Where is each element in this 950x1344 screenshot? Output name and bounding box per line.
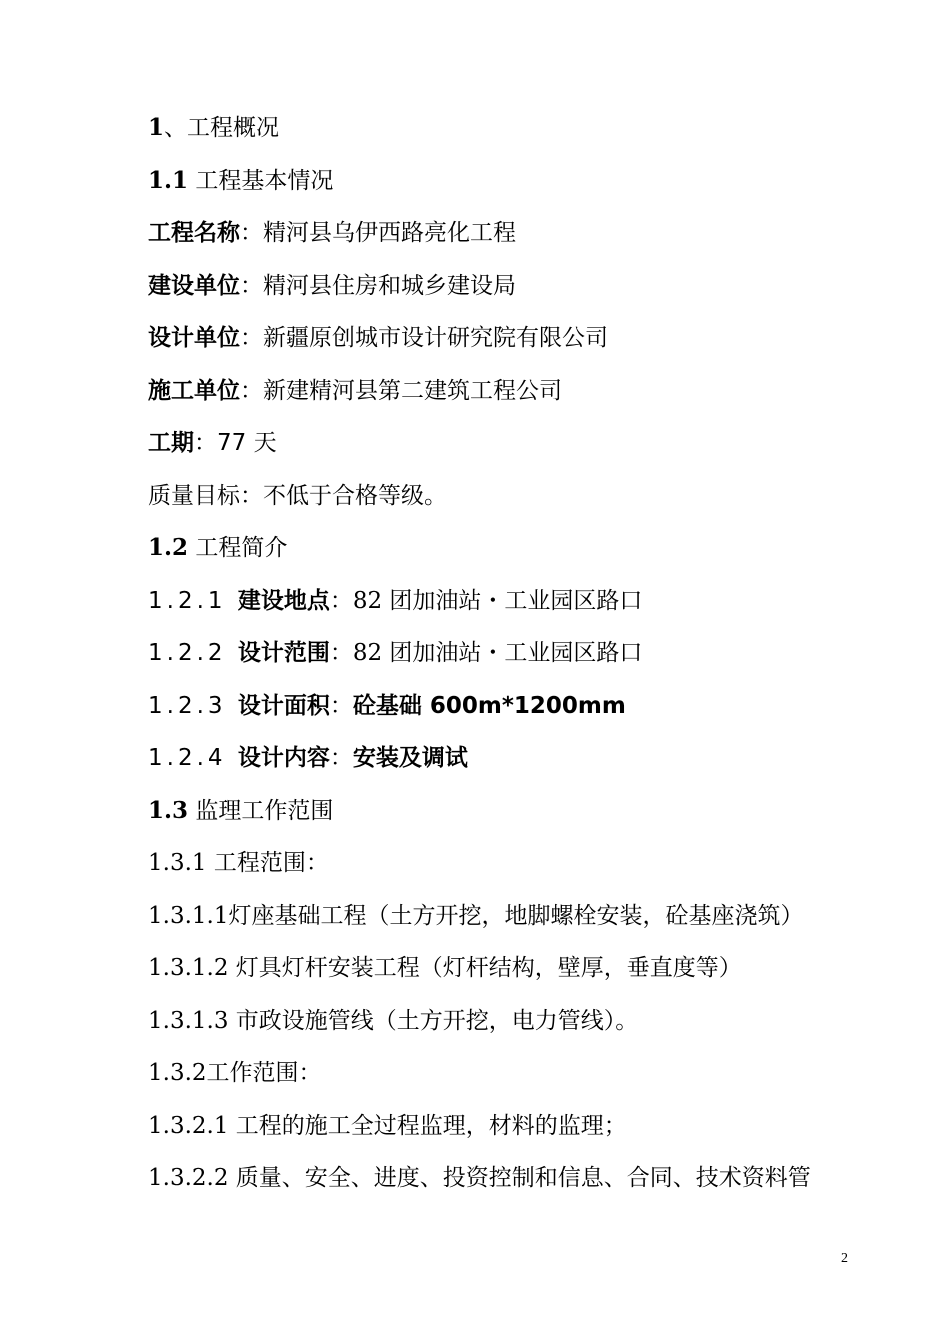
section-title: 工程基本情况 — [188, 168, 334, 194]
owner-line: 建设单位：精河县住房和城乡建设局 — [148, 273, 516, 299]
designer-line: 设计单位：新疆原创城市设计研究院有限公司 — [148, 325, 608, 351]
section-number: 1.2 — [148, 534, 189, 561]
item-1-3-1-3: 1.3.1.3 市政设施管线（土方开挖，电力管线）。 — [148, 1008, 639, 1034]
field-value: 82 团加油站・工业园区路口 — [352, 640, 643, 666]
item-number: 1.2.3 — [148, 693, 238, 719]
section-1-1-heading — [148, 166, 333, 196]
section-1-2-heading — [148, 533, 287, 563]
item-1-3-2-1: 1.3.2.1 工程的施工全过程监理，材料的监理； — [148, 1113, 627, 1139]
field-value: 82 团加油站・工业园区路口 — [352, 588, 643, 614]
section-number: 1.3 — [148, 797, 189, 824]
field-label: 工期 — [148, 430, 194, 456]
section-number: 1.1 — [148, 167, 189, 194]
page-number: 2 — [841, 1251, 848, 1266]
field-value: 精河县乌伊西路亮化工程 — [263, 220, 516, 246]
field-label: 工程名称 — [148, 220, 240, 246]
field-label: 施工单位 — [148, 378, 240, 404]
section-number: 1 — [148, 114, 165, 141]
field-label: 建设地点 — [237, 588, 330, 614]
field-value: 新疆原创城市设计研究院有限公司 — [263, 325, 608, 351]
section-title: 监理工作范围 — [188, 798, 334, 824]
item-number: 1.2.2 — [148, 640, 238, 666]
section-title: 工程简介 — [188, 535, 288, 561]
item-1-2-4: 1.2.4 设计内容：安装及调试 — [148, 745, 468, 771]
field-label: 设计单位 — [148, 325, 240, 351]
item-number: 1.2.4 — [148, 745, 238, 771]
project-name-line: 工程名称：精河县乌伊西路亮化工程 — [148, 220, 516, 246]
field-value: 精河县住房和城乡建设局 — [263, 273, 516, 299]
item-1-3-2: 1.3.2工作范围： — [148, 1060, 322, 1086]
field-label: 设计面积 — [237, 693, 330, 719]
item-1-3-1-2: 1.3.1.2 灯具灯杆安装工程（灯杆结构，壁厚，垂直度等） — [148, 955, 742, 981]
item-1-2-1: 1.2.1 建设地点：82 团加油站・工业园区路口 — [148, 588, 643, 614]
item-1-2-3: 1.2.3 设计面积：砼基础 600m*1200mm — [148, 693, 626, 719]
field-label: 设计范围 — [237, 640, 330, 666]
field-value: 新建精河县第二建筑工程公司 — [263, 378, 562, 404]
quality-goal-line: 质量目标：不低于合格等级。 — [148, 483, 447, 509]
field-value: 77 天 — [217, 430, 277, 456]
field-value: 安装及调试 — [352, 745, 468, 771]
item-1-2-2: 1.2.2 设计范围：82 团加油站・工业园区路口 — [148, 640, 643, 666]
item-1-3-1-1: 1.3.1.1灯座基础工程（土方开挖，地脚螺栓安装，砼基座浇筑） — [148, 903, 804, 929]
contractor-line: 施工单位：新建精河县第二建筑工程公司 — [148, 378, 562, 404]
duration-line: 工期：77 天 — [148, 430, 277, 456]
section-1-3-heading — [148, 796, 333, 826]
field-label: 建设单位 — [148, 273, 240, 299]
item-1-3-1: 1.3.1 工程范围： — [148, 850, 329, 876]
section-title: 、工程概况 — [164, 115, 280, 141]
field-label: 设计内容 — [237, 745, 330, 771]
field-value: 砼基础 600m*1200mm — [352, 693, 626, 719]
section-1-heading — [148, 113, 279, 143]
item-number: 1.2.1 — [148, 588, 238, 614]
item-1-3-2-2: 1.3.2.2 质量、安全、进度、投资控制和信息、合同、技术资料管 — [148, 1165, 811, 1191]
